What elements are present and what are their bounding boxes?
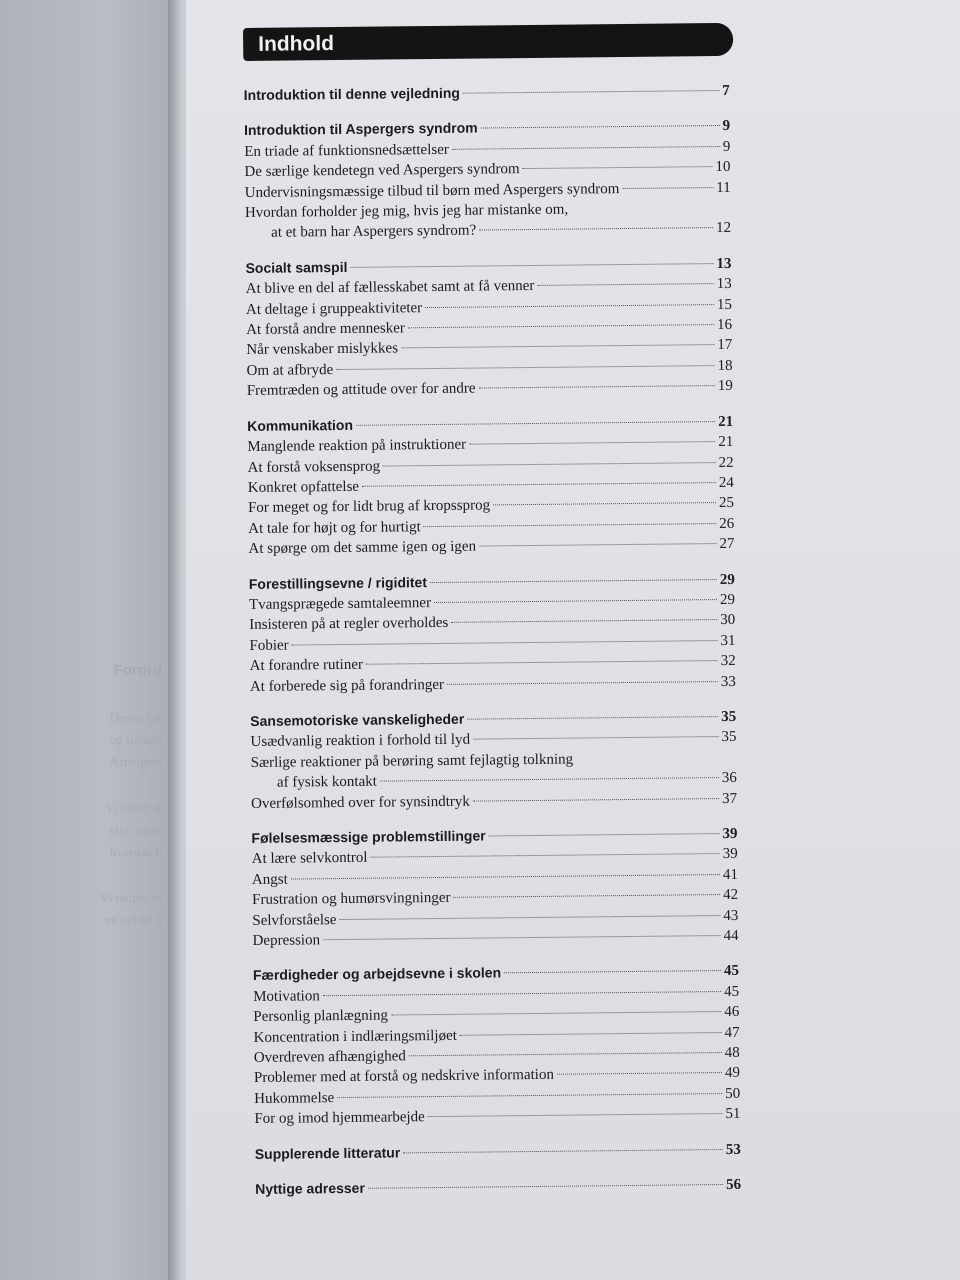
toc-entry-label: Introduktion til Aspergers syndrom [243, 119, 478, 139]
page-number: 50 [725, 1085, 741, 1102]
page-number: 9 [722, 118, 731, 135]
dot-leader [403, 1149, 723, 1153]
dot-leader [380, 777, 719, 782]
toc-entry-label: Frustration og humørsvingninger [252, 890, 451, 909]
dot-leader [467, 716, 718, 720]
toc-entry-continuation: af fysisk kontakt [276, 773, 377, 791]
page-number: 29 [719, 571, 735, 588]
page-number: 11 [716, 179, 731, 196]
toc-entry-label: Nyttige adresser [255, 1179, 365, 1198]
page-number: 43 [723, 907, 739, 924]
page-number: 29 [719, 591, 736, 608]
page-number: 39 [722, 825, 738, 843]
dot-leader [489, 833, 720, 836]
page-number: 44 [723, 927, 739, 945]
dot-leader [469, 441, 715, 445]
dot-leader [356, 421, 715, 426]
dot-leader [362, 482, 716, 487]
dot-leader [383, 462, 716, 466]
toc-entry-label: Hukommelse [254, 1089, 335, 1107]
toc-section [244, 115, 765, 244]
toc-entry-label: Fremtræden og attitude over for andre [246, 380, 476, 400]
dot-leader [451, 619, 717, 623]
toc-entry-label: Problemer med at forstå og nedskrive information [253, 1067, 554, 1087]
ghost-line: Vi rådgiv th [99, 890, 162, 905]
toc-entry-label: At forstå andre mennesker [246, 320, 405, 339]
page-number: 10 [715, 159, 731, 176]
dot-leader [504, 970, 721, 973]
toc-entry-label: Insisteren på at regler overholdes [249, 615, 449, 634]
dot-leader [350, 263, 713, 268]
dot-leader [371, 853, 720, 858]
toc-entry-label: Angst [251, 871, 288, 888]
page-number: 25 [718, 495, 735, 512]
dot-leader [493, 502, 716, 505]
page-number: 35 [721, 708, 737, 725]
toc-entry-label: Overfølsomhed over for synsindtryk [251, 793, 470, 812]
toc-entry [254, 1104, 740, 1129]
toc-section [247, 410, 768, 559]
toc-entry-label: Kommunikation [247, 416, 354, 434]
toc-entry [245, 218, 731, 243]
dot-leader [430, 579, 717, 583]
toc-entry-label: Usædvanlig reaktion i forhold til lyd [250, 732, 471, 751]
page-number: 21 [718, 413, 734, 430]
toc-entry-label: Personlig planlægning [253, 1007, 389, 1026]
toc-section [245, 252, 766, 401]
page-number: 19 [717, 378, 733, 395]
toc-entry-label: Selvforståelse [252, 911, 337, 929]
ghost-line: og forskel [109, 732, 162, 747]
dot-leader [523, 166, 713, 169]
page-number: 42 [723, 887, 739, 904]
toc-entry [251, 788, 737, 813]
dot-leader [479, 228, 713, 231]
page-number: 36 [721, 770, 737, 787]
page-number: 41 [722, 866, 738, 883]
toc-entry-label: At lære selvkontrol [251, 850, 368, 868]
page-number: 7 [722, 82, 730, 99]
page-number: 13 [716, 276, 732, 293]
dot-leader [557, 1073, 722, 1076]
toc-entry-label: Manglende reaktion på instruktioner [247, 436, 467, 456]
toc-entry-label: Depression [252, 932, 321, 949]
toc-entry-continuation: at et barn har Aspergers syndrom? [271, 223, 477, 242]
dot-leader [323, 935, 720, 940]
toc-section-heading [244, 80, 730, 106]
toc-section [255, 1174, 775, 1201]
page-number: 27 [719, 536, 735, 553]
toc-entry-label: At forstå voksensprog [247, 458, 381, 476]
page-number: 17 [717, 337, 733, 354]
dot-leader [473, 736, 718, 740]
toc-section-heading [255, 1174, 741, 1200]
toc-entry-label: Undervisningsmæssige tilbud til børn med Aspergers syndrom [244, 180, 620, 201]
page-number: 33 [720, 673, 736, 690]
page-number: 32 [720, 653, 736, 670]
dot-leader [323, 991, 721, 996]
toc-section [253, 960, 775, 1130]
page-number: 37 [722, 790, 738, 807]
page-number: 22 [718, 454, 734, 471]
page-number: 53 [725, 1141, 741, 1158]
toc-entry-label: Hvordan forholder jeg mig, hvis jeg har mistanke om, [244, 201, 569, 222]
toc-entry-label: Koncentration i indlæringsmiljøet [253, 1027, 457, 1046]
dot-leader [292, 640, 718, 645]
toc-entry [250, 671, 736, 696]
dot-leader [479, 543, 716, 546]
ghost-line: eller instit [109, 822, 162, 837]
toc-entry-label: Overdreven afhængighed [253, 1048, 406, 1067]
ghost-line: Denne hæ [109, 710, 162, 725]
dot-leader [537, 283, 713, 286]
page-number: 18 [717, 357, 733, 374]
toc-entry [248, 534, 734, 559]
toc-entry-label: Om at afbryde [246, 361, 334, 379]
dot-leader [460, 1032, 722, 1036]
page-number: 15 [716, 296, 733, 313]
page-number: 12 [716, 220, 732, 237]
toc-entry-label: Tvangsprægede samtaleemner [248, 595, 432, 613]
toc-entry-label: For meget og for lidt brug af kropssprog [247, 497, 491, 517]
dot-leader [447, 681, 718, 685]
page-number: 48 [724, 1044, 740, 1062]
toc-sections [244, 80, 776, 1201]
dot-leader [336, 365, 714, 370]
page-number: 49 [724, 1065, 741, 1082]
toc-entry-label: At tale for højt og for hurtigt [248, 518, 421, 537]
dot-leader [425, 304, 714, 308]
toc-entry-label: Forestillingsevne / rigiditet [248, 573, 428, 592]
dot-leader [434, 599, 717, 603]
toc-entry-label: Introduktion til denne vejledning [243, 84, 461, 103]
page-number: 9 [722, 138, 731, 155]
dot-leader [428, 1113, 723, 1117]
toc-entry [247, 376, 733, 401]
table-of-contents [243, 23, 775, 1215]
toc-entry-label: De særlige kendetegn ved Aspergers syndrom [244, 161, 520, 181]
toc-section [249, 568, 770, 697]
dot-leader [478, 385, 714, 388]
toc-entry-label: En triade af funktionsnedsættelser [244, 141, 449, 160]
toc-entry-label: Når venskaber mislykkes [246, 340, 399, 359]
toc-section [244, 80, 764, 107]
dot-leader [339, 915, 720, 920]
toc-entry-label: Særlige reaktioner på berøring samt fejlagtig tolkning [250, 751, 574, 771]
toc-entry-label: At blive en del af fællesskabet samt at få venner [245, 278, 535, 298]
page-number: 30 [720, 612, 736, 629]
page-number: 24 [718, 474, 734, 491]
dot-leader [473, 798, 719, 802]
page-number: 46 [724, 1004, 740, 1021]
toc-title-banner: Indhold [243, 23, 733, 61]
dot-leader [291, 874, 720, 879]
dot-leader [366, 660, 718, 665]
dot-leader [409, 1052, 722, 1056]
ghost-line: Aspergers [109, 754, 162, 769]
ghost-line: en række n [104, 912, 162, 927]
page-number: 51 [725, 1106, 741, 1123]
toc-section [255, 1138, 775, 1165]
left-page [0, 0, 176, 1280]
dot-leader [481, 125, 720, 129]
toc-entry-label: Motivation [253, 988, 320, 1005]
dot-leader [453, 894, 720, 898]
toc-entry-label: Færdigheder og arbejdsevne i skolen [252, 964, 502, 984]
page-number: 21 [718, 433, 734, 451]
toc-entry-label: At deltage i gruppeaktiviteter [245, 299, 423, 318]
page-number: 39 [722, 846, 738, 863]
toc-entry-label: Sansemotoriske vanskeligheder [250, 710, 465, 729]
dot-leader [368, 1184, 723, 1189]
toc-entry-label: Socialt samspil [245, 258, 348, 276]
page-number: 13 [716, 255, 732, 272]
toc-section-heading [255, 1139, 741, 1165]
toc-entry-label: Fobier [249, 637, 289, 654]
page-number: 26 [719, 515, 735, 532]
page-number: 31 [720, 632, 736, 649]
toc-entry-label: At forandre rutiner [249, 656, 364, 675]
dot-leader [424, 523, 717, 527]
page-number: 45 [723, 963, 739, 980]
dot-leader [391, 1011, 721, 1015]
toc-entry-label: Følelsesmæssige problemstillinger [251, 827, 486, 846]
ghost-heading: Forord [113, 662, 162, 679]
toc-entry-label: Konkret opfattelse [247, 478, 360, 496]
dot-leader [452, 146, 720, 150]
ghost-line: Vi håber at [105, 800, 162, 815]
toc-entry-label: For og imod hjemmearbejde [254, 1109, 425, 1128]
dot-leader [337, 1093, 722, 1098]
toc-section [250, 705, 771, 813]
dot-leader [408, 324, 714, 328]
ghost-line: hvordan h [109, 844, 162, 859]
toc-entry-label: At forberede sig på forandringer [249, 676, 445, 695]
page-number: 35 [721, 729, 737, 746]
dot-leader [401, 345, 714, 349]
toc-entry-label: At spørge om det samme igen og igen [248, 538, 477, 558]
page-number: 45 [724, 983, 740, 1000]
page-number: 16 [717, 316, 733, 334]
toc-section [251, 823, 772, 952]
toc-entry-label: Supplerende litteratur [254, 1144, 401, 1162]
page-number: 47 [724, 1024, 740, 1041]
dot-leader [463, 90, 719, 94]
dot-leader [622, 187, 713, 189]
page-number: 56 [726, 1176, 742, 1194]
